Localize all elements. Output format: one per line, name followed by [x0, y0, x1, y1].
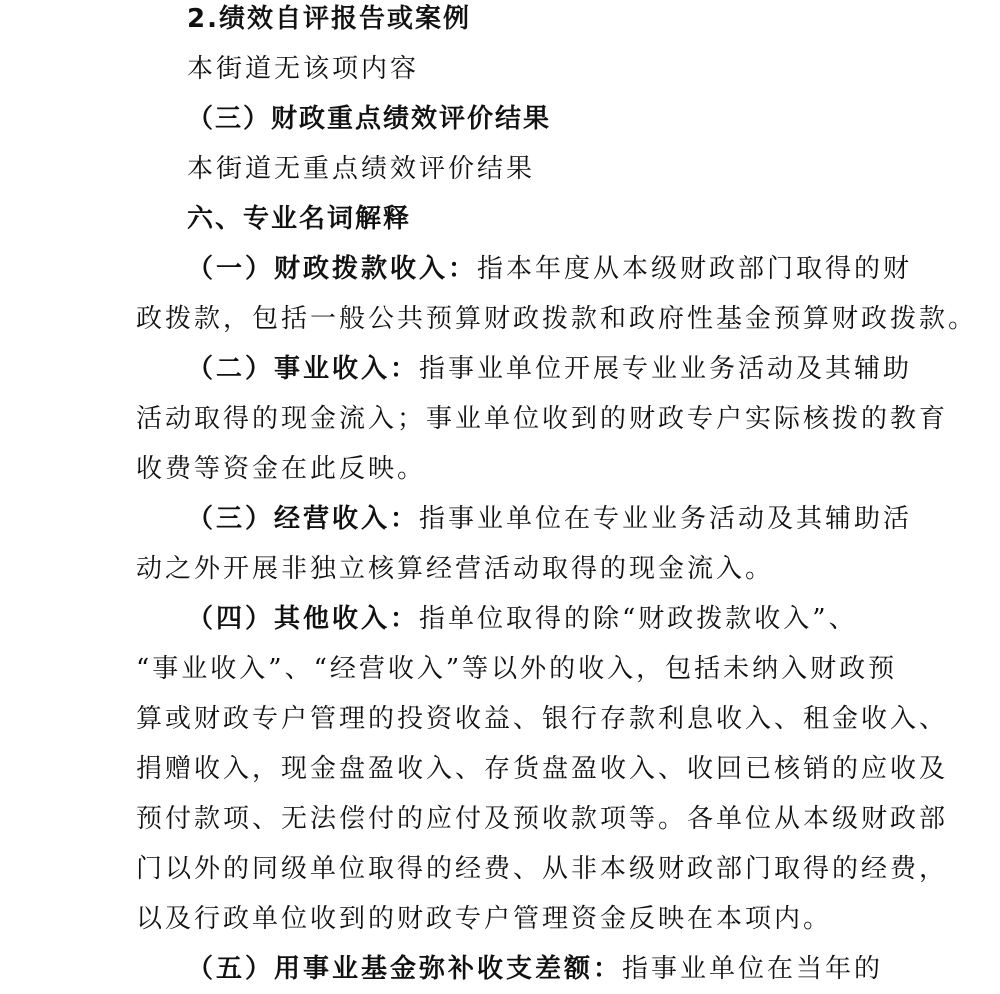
- glossary-item-4-line-1: [187, 594, 1000, 644]
- glossary-definition: 指事业单位开展专业业务活动及其辅助: [419, 354, 913, 384]
- glossary-item-5-line-1: [187, 944, 1000, 994]
- glossary-term: （三）经营收入：: [187, 504, 420, 534]
- glossary-item-3-line-1: [187, 494, 1000, 544]
- glossary-term: （二）事业收入：: [187, 354, 420, 384]
- glossary-item-4-line-5: 预付款项、无法偿付的应付及预收款项等。各单位从本级财政部: [136, 804, 949, 834]
- section-heading-key-evaluation: （三）财政重点绩效评价结果: [187, 104, 552, 134]
- glossary-term: （四）其他收入：: [187, 604, 420, 634]
- glossary-definition: 指本年度从本级财政部门取得的财: [477, 254, 913, 284]
- glossary-definition: 指事业单位在专业业务活动及其辅助活: [419, 504, 913, 534]
- section-body-performance-report: 本街道无该项内容: [187, 54, 420, 84]
- glossary-item-1-line-1: [187, 244, 1000, 294]
- glossary-term: （一）财政拨款收入：: [187, 254, 478, 284]
- glossary-item-3-line-2: 动之外开展非独立核算经营活动取得的现金流入。: [136, 554, 775, 584]
- glossary-item-1-line-2: 政拨款，包括一般公共预算财政拨款和政府性基金预算财政拨款。: [136, 304, 978, 334]
- section-heading-performance-report: 2.绩效自评报告或案例: [187, 4, 471, 34]
- glossary-item-2-line-1: [187, 344, 1000, 394]
- glossary-item-2-line-3: 收费等资金在此反映。: [136, 454, 427, 484]
- glossary-item-2-line-2: 活动取得的现金流入；事业单位收到的财政专户实际核拨的教育: [136, 404, 949, 434]
- section-heading-glossary: 六、专业名词解释: [187, 204, 412, 234]
- glossary-item-4-line-6: 门以外的同级单位取得的经费、从非本级财政部门取得的经费，: [136, 854, 949, 884]
- glossary-definition: 指单位取得的除“财政拨款收入”、: [419, 604, 858, 634]
- glossary-item-4-line-7: 以及行政单位收到的财政专户管理资金反映在本项内。: [136, 904, 833, 934]
- glossary-item-4-line-2: “事业收入”、“经营收入”等以外的收入，包括未纳入财政预: [136, 654, 898, 684]
- glossary-term: （五）用事业基金弥补收支差额：: [187, 954, 623, 984]
- glossary-item-4-line-3: 算或财政专户管理的投资收益、银行存款利息收入、租金收入、: [136, 704, 949, 734]
- section-body-key-evaluation: 本街道无重点绩效评价结果: [187, 154, 536, 184]
- glossary-definition: 指事业单位在当年的: [622, 954, 884, 984]
- glossary-item-4-line-4: 捐赠收入，现金盘盈收入、存货盘盈收入、收回已核销的应收及: [136, 754, 949, 784]
